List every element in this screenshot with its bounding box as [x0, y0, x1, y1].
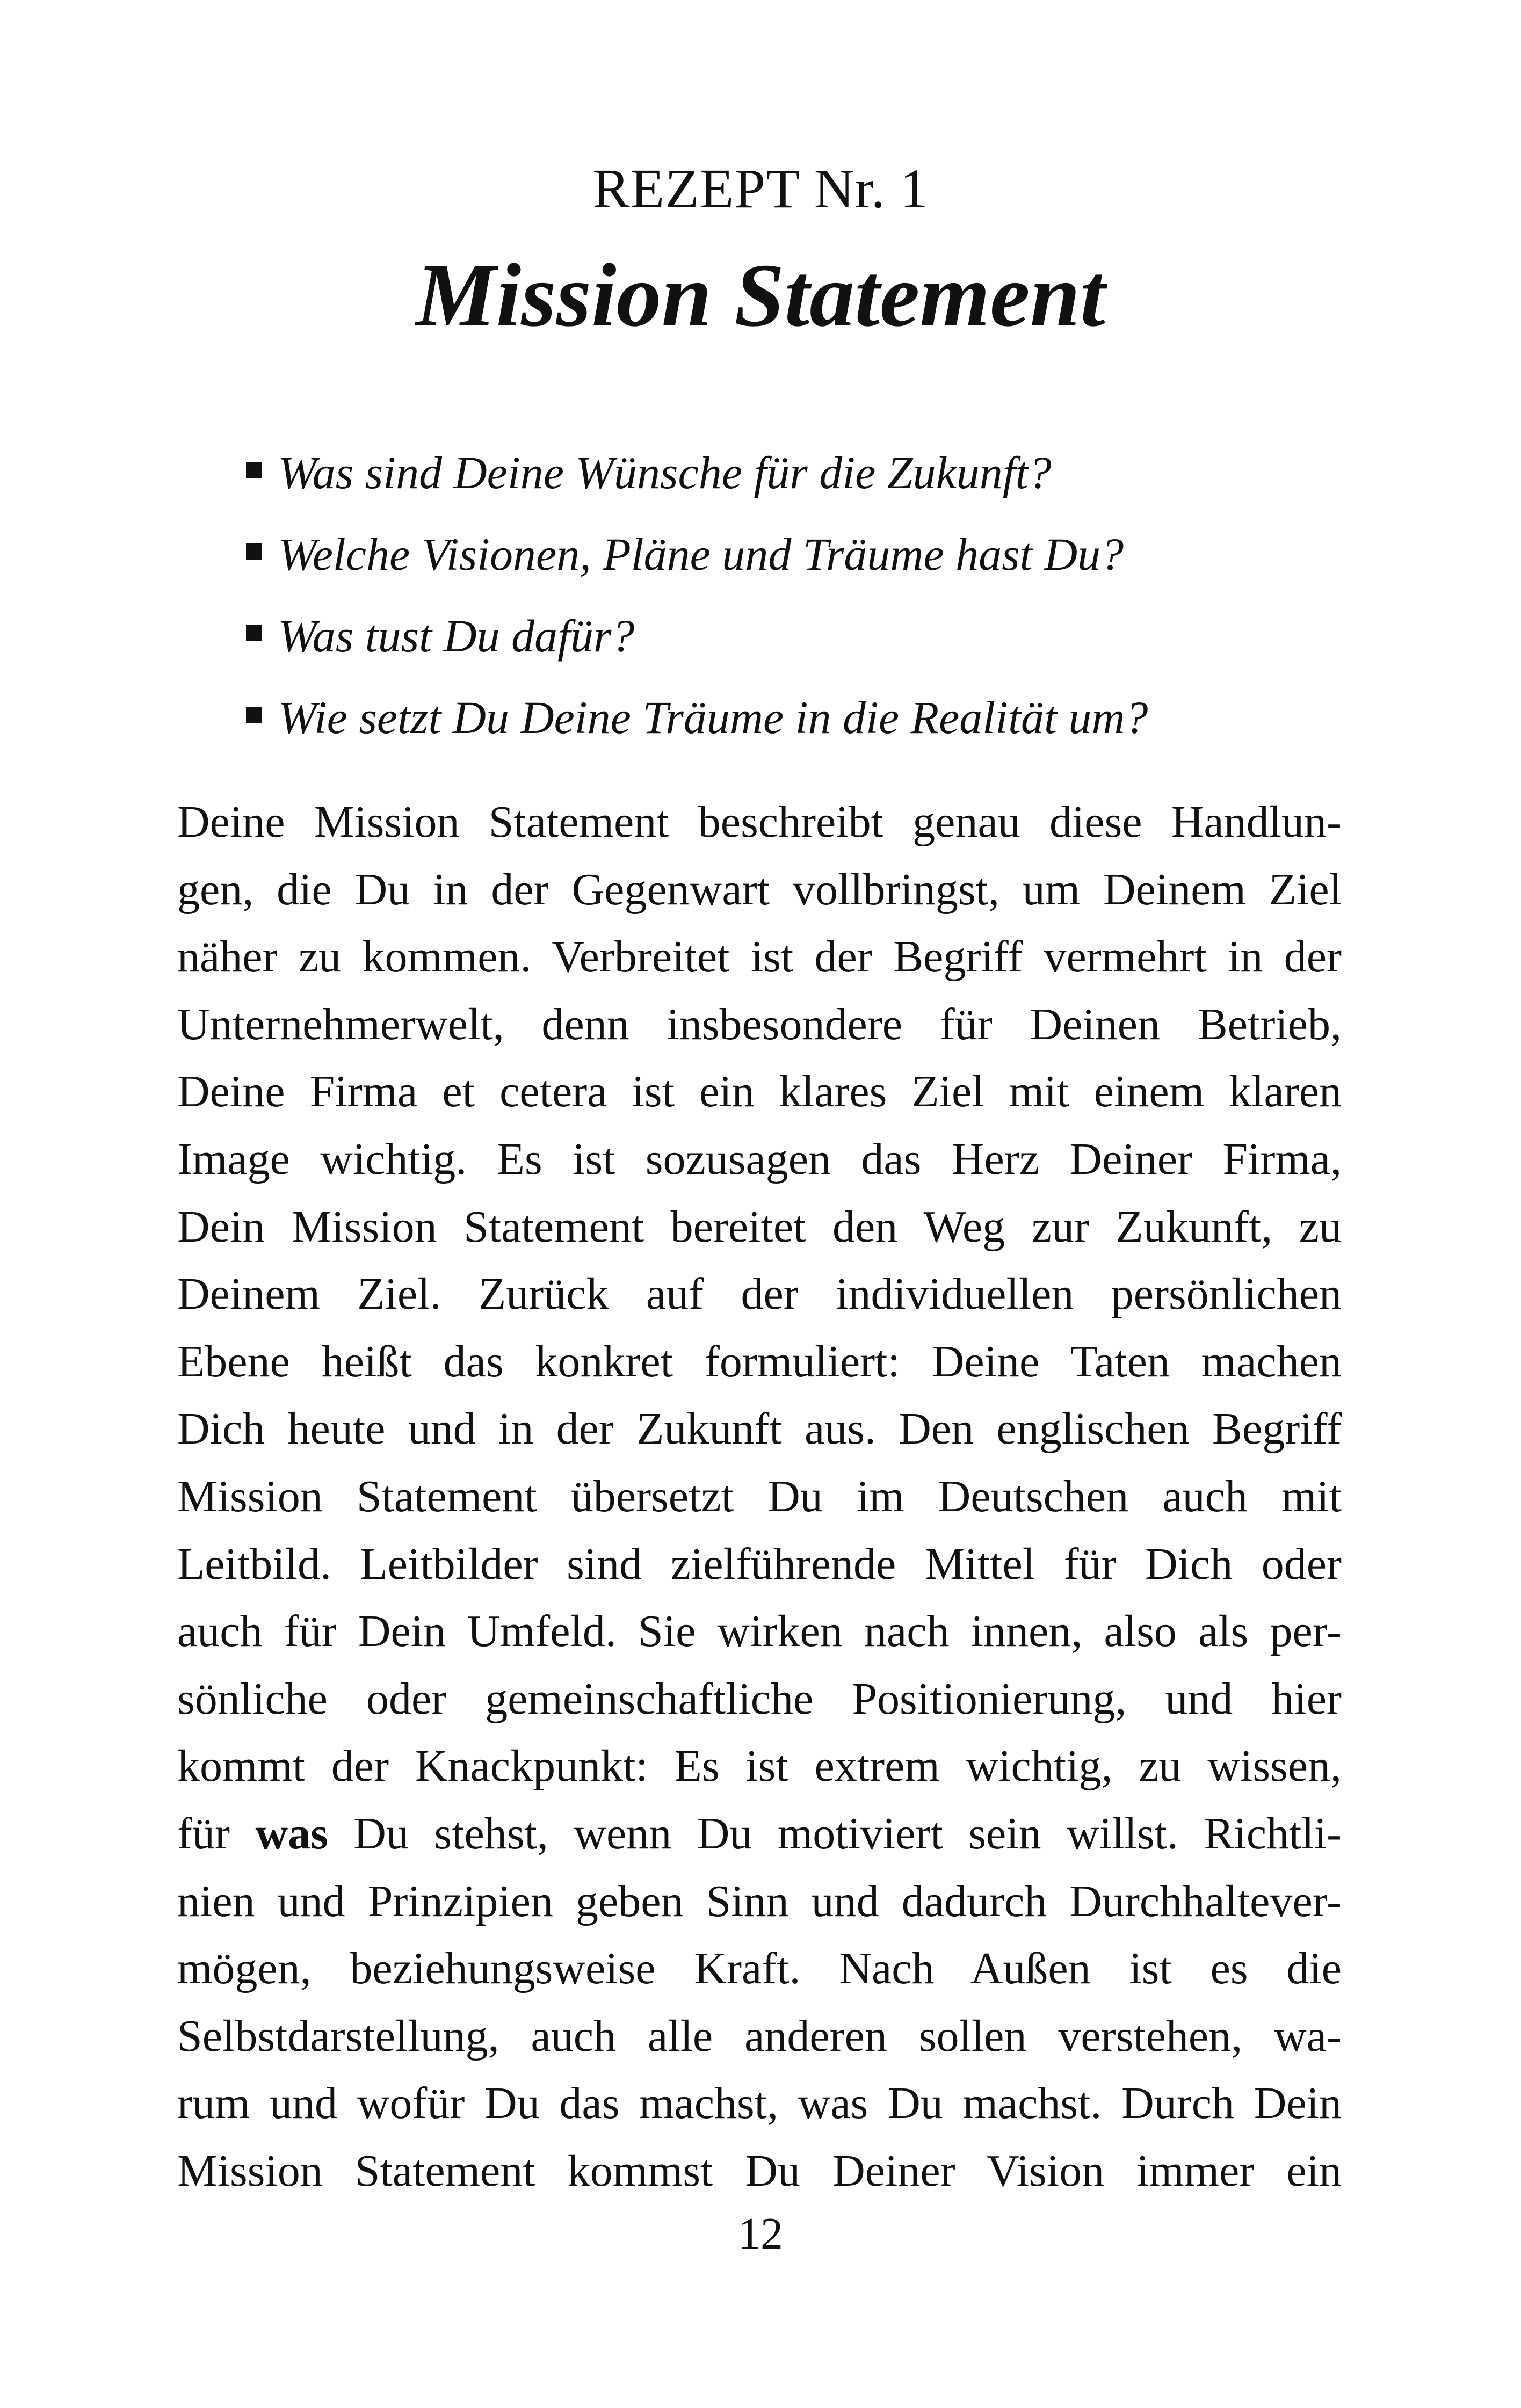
body-line: Mission Statement kommst Du Deiner Vision immer ein — [177, 2145, 1342, 2196]
body-line: Dich heute und in der Zukunft aus. Den englischen Begriff — [177, 1404, 1342, 1454]
question-list — [246, 440, 1374, 767]
body-line: Dein Mission Statement bereitet den Weg zur Zukunft, zu — [177, 1201, 1342, 1252]
question-text: Was tust Du dafür? — [278, 610, 635, 662]
body-paragraph — [177, 788, 1342, 2204]
body-line: mögen, beziehungsweise Kraft. Nach Außen ist es die — [177, 1943, 1342, 1994]
body-line: Unternehmerwelt, denn insbesondere für Deinen Betrieb, — [177, 999, 1342, 1049]
square-bullet-icon — [246, 462, 262, 478]
body-line: rum und wofür Du das machst, was Du machst. Durch Dein — [177, 2078, 1342, 2129]
chapter-title: Mission Statement — [416, 245, 1105, 345]
body-text-segment: für — [177, 1808, 256, 1859]
question-item — [246, 440, 1374, 522]
page-number: 12 — [738, 2209, 783, 2259]
body-text-segment: Du stehst, wenn Du motiviert sein willst. Richtli- — [328, 1808, 1342, 1859]
body-line: auch für Dein Umfeld. Sie wirken nach innen, also als per- — [177, 1606, 1342, 1657]
question-text: Welche Visionen, Pläne und Träume hast Du? — [278, 528, 1124, 580]
question-item — [246, 522, 1374, 604]
body-line: Image wichtig. Es ist sozusagen das Herz Deiner Firma, — [177, 1134, 1342, 1184]
body-line: sönliche oder gemeinschaftliche Positionierung, und hier — [177, 1673, 1342, 1724]
body-line-with-emphasis — [177, 1800, 1342, 1868]
body-line: Mission Statement übersetzt Du im Deutschen auch mit — [177, 1471, 1342, 1521]
question-text: Wie setzt Du Deine Träume in die Realität um? — [278, 692, 1148, 743]
body-line: Deinem Ziel. Zurück auf der individuellen persönlichen — [177, 1269, 1342, 1319]
body-line: kommt der Knackpunkt: Es ist extrem wichtig, zu wissen, — [177, 1741, 1342, 1792]
square-bullet-icon — [246, 707, 262, 723]
body-line: Selbstdarstellung, auch alle anderen sollen verstehen, wa- — [177, 2011, 1342, 2061]
question-item — [246, 604, 1374, 685]
question-text: Was sind Deine Wünsche für die Zukunft? — [278, 447, 1052, 498]
body-line: Deine Mission Statement beschreibt genau diese Handlun- — [177, 797, 1342, 847]
body-line: Ebene heißt das konkret formuliert: Deine Taten machen — [177, 1336, 1342, 1387]
question-item — [246, 685, 1374, 767]
body-line: gen, die Du in der Gegenwart vollbringst, um Deinem Ziel — [177, 864, 1342, 915]
body-line: Leitbild. Leitbilder sind zielführende Mittel für Dich oder — [177, 1539, 1342, 1589]
body-line: näher zu kommen. Verbreitet ist der Begriff vermehrt in der — [177, 932, 1342, 982]
square-bullet-icon — [246, 625, 262, 641]
chapter-label: REZEPT Nr. 1 — [592, 158, 929, 220]
emphasis-word: was — [255, 1808, 328, 1859]
square-bullet-icon — [246, 543, 262, 560]
body-line: nien und Prinzipien geben Sinn und dadurch Durchhaltever- — [177, 1876, 1342, 1926]
body-line: Deine Firma et cetera ist ein klares Ziel mit einem klaren — [177, 1067, 1342, 1117]
